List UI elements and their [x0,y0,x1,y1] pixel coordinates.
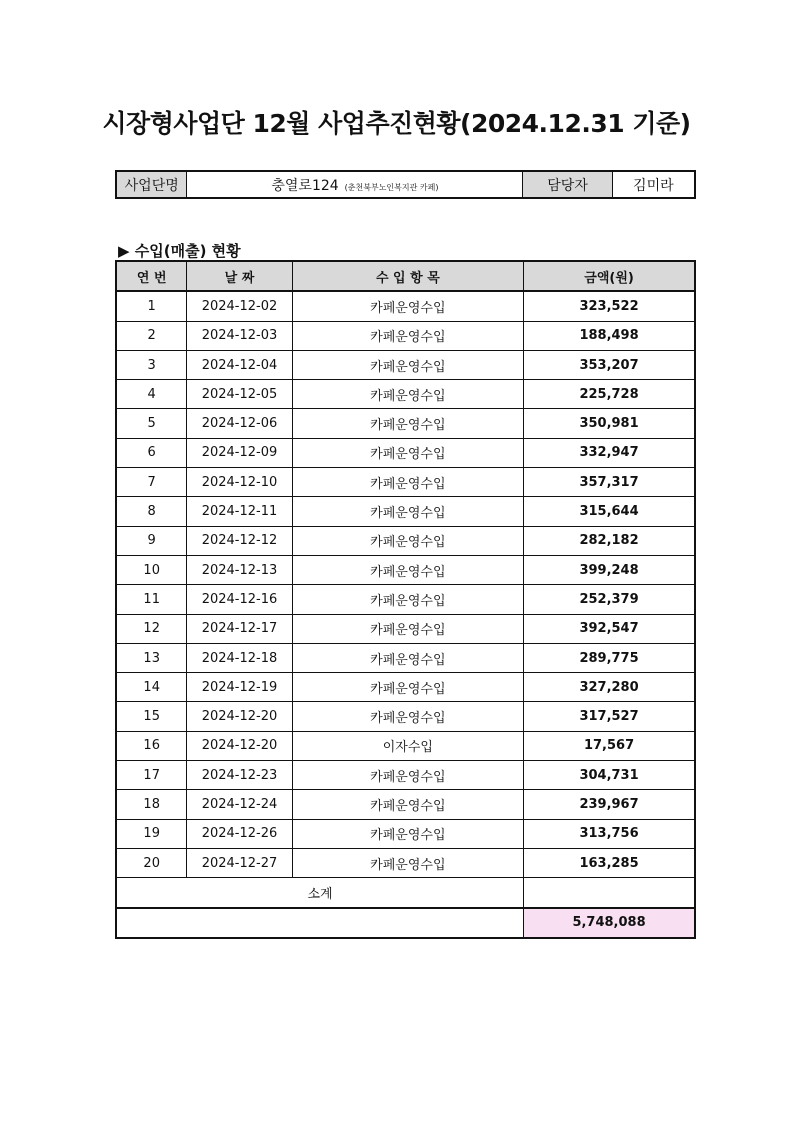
header-no: 연 번 [116,261,187,291]
row-amount: 225,728 [524,380,695,409]
table-row [116,848,695,877]
row-date: 2024-12-05 [187,380,292,409]
team-note: (춘천북부노인복지관 카페) [344,182,439,192]
row-no: 17 [116,761,187,790]
row-date: 2024-12-12 [187,526,292,555]
row-no: 4 [116,380,187,409]
total-row [116,908,695,938]
row-date: 2024-12-10 [187,468,292,497]
section-title: ▶ 수입(매출) 현황 [118,242,241,260]
row-no: 8 [116,497,187,526]
row-date: 2024-12-06 [187,409,292,438]
row-date: 2024-12-27 [187,848,292,877]
row-item: 카페운영수입 [292,819,523,848]
row-date: 2024-12-20 [187,731,292,760]
table-row [116,702,695,731]
row-no: 7 [116,468,187,497]
table-row [116,526,695,555]
row-no: 14 [116,673,187,702]
table-row [116,291,695,321]
row-item: 카페운영수입 [292,350,523,379]
total-amount: 5,748,088 [524,908,695,938]
row-date: 2024-12-03 [187,321,292,350]
row-no: 12 [116,614,187,643]
row-item: 카페운영수입 [292,526,523,555]
row-no: 15 [116,702,187,731]
row-amount: 17,567 [524,731,695,760]
row-date: 2024-12-11 [187,497,292,526]
row-item: 카페운영수입 [292,468,523,497]
row-date: 2024-12-24 [187,790,292,819]
row-no: 2 [116,321,187,350]
row-amount: 188,498 [524,321,695,350]
row-amount: 289,775 [524,643,695,672]
row-date: 2024-12-26 [187,819,292,848]
row-date: 2024-12-20 [187,702,292,731]
team-name-cell [187,171,523,198]
row-no: 5 [116,409,187,438]
row-no: 11 [116,585,187,614]
table-row [116,321,695,350]
row-item: 카페운영수입 [292,790,523,819]
row-amount: 323,522 [524,291,695,321]
row-amount: 350,981 [524,409,695,438]
manager-label: 담당자 [523,171,612,198]
row-amount: 332,947 [524,438,695,467]
row-date: 2024-12-17 [187,614,292,643]
table-row [116,468,695,497]
subtotal-empty-cell [524,878,695,908]
team-name: 충열로124 [271,177,339,194]
table-row [116,673,695,702]
row-amount: 399,248 [524,555,695,584]
subtotal-label: 소계 [116,878,524,908]
row-no: 10 [116,555,187,584]
row-date: 2024-12-02 [187,291,292,321]
row-amount: 313,756 [524,819,695,848]
row-item: 카페운영수입 [292,673,523,702]
row-item: 카페운영수입 [292,848,523,877]
income-table [115,260,696,939]
row-no: 16 [116,731,187,760]
row-item: 카페운영수입 [292,643,523,672]
page-title: 시장형사업단 12월 사업추진현황(2024.12.31 기준) [102,109,691,138]
table-row [116,790,695,819]
row-item: 카페운영수입 [292,702,523,731]
row-no: 3 [116,350,187,379]
row-item: 카페운영수입 [292,321,523,350]
subtotal-row [116,878,695,908]
row-amount: 163,285 [524,848,695,877]
row-amount: 392,547 [524,614,695,643]
table-row [116,409,695,438]
row-no: 9 [116,526,187,555]
total-empty-cell [116,908,524,938]
table-row [116,614,695,643]
row-item: 이자수입 [292,731,523,760]
row-item: 카페운영수입 [292,585,523,614]
row-no: 18 [116,790,187,819]
row-amount: 357,317 [524,468,695,497]
table-row [116,731,695,760]
team-info-table [115,170,696,199]
row-amount: 327,280 [524,673,695,702]
row-item: 카페운영수입 [292,291,523,321]
header-date: 날 짜 [187,261,292,291]
row-no: 13 [116,643,187,672]
row-date: 2024-12-18 [187,643,292,672]
row-no: 1 [116,291,187,321]
row-date: 2024-12-19 [187,673,292,702]
row-amount: 304,731 [524,761,695,790]
row-item: 카페운영수입 [292,555,523,584]
row-no: 6 [116,438,187,467]
row-amount: 282,182 [524,526,695,555]
row-date: 2024-12-09 [187,438,292,467]
table-row [116,643,695,672]
row-amount: 239,967 [524,790,695,819]
table-row [116,585,695,614]
row-item: 카페운영수입 [292,497,523,526]
row-date: 2024-12-13 [187,555,292,584]
row-no: 19 [116,819,187,848]
table-header-row [116,261,695,291]
table-row [116,350,695,379]
table-row [116,761,695,790]
row-date: 2024-12-04 [187,350,292,379]
table-row [116,819,695,848]
row-item: 카페운영수입 [292,380,523,409]
row-item: 카페운영수입 [292,761,523,790]
row-no: 20 [116,848,187,877]
row-amount: 315,644 [524,497,695,526]
row-amount: 252,379 [524,585,695,614]
table-row [116,497,695,526]
row-date: 2024-12-16 [187,585,292,614]
row-date: 2024-12-23 [187,761,292,790]
manager-name: 김미라 [612,171,695,198]
row-item: 카페운영수입 [292,438,523,467]
team-label: 사업단명 [116,171,187,198]
table-row [116,438,695,467]
table-row [116,555,695,584]
row-item: 카페운영수입 [292,409,523,438]
table-row [116,380,695,409]
header-item: 수 입 항 목 [292,261,523,291]
row-amount: 353,207 [524,350,695,379]
row-amount: 317,527 [524,702,695,731]
header-amount: 금액(원) [524,261,695,291]
row-item: 카페운영수입 [292,614,523,643]
